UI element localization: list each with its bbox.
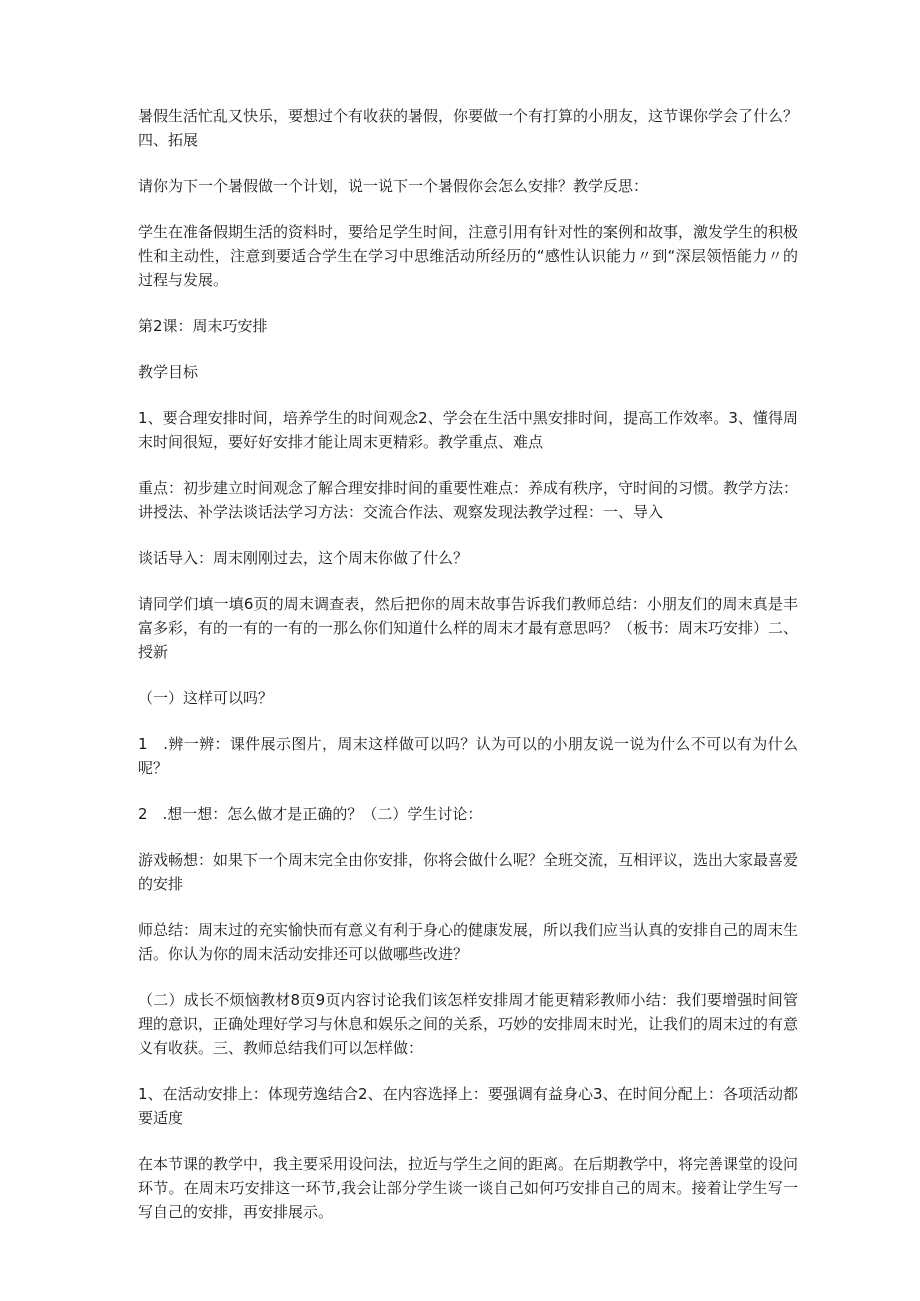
paragraph-objectives: 1、要合理安排时间，培养学生的时间观念2、学会在生活中黑安排时间，提高工作效率。3、懂得周末时间很短，要好好安排才能让周末更精彩。教学重点、难点 bbox=[138, 409, 798, 451]
subheading-is-this-ok: （一）这样可以吗？ bbox=[138, 689, 274, 707]
document-page bbox=[138, 104, 798, 1246]
paragraph-how-to-do: 1、在活动安排上：体现劳逸结合2、在内容选择上：要强调有益身心3、在时间分配上：各项活动都要适度 bbox=[138, 1085, 798, 1127]
paragraph-intro-talk: 谈话导入：周末刚刚过去，这个周末你做了什么？ bbox=[138, 549, 469, 567]
paragraph-growth-no-worry: （二）成长不烦恼教材8页9页内容讨论我们该怎样安排周才能更精彩教师小结：我们要增强时间管理的意识，正确处理好学习与休息和娱乐之间的关系，巧妙的安排周末时光，让我们的周末过的有意义有收获。三、教师总结我们可以怎样做： bbox=[138, 991, 799, 1057]
list-item-distinguish: 1 .辨一辨：课件展示图片，周末这样做可以吗？认为可以的小朋友说一说为什么不可以有为什么呢？ bbox=[138, 735, 798, 777]
section-heading-objectives: 教学目标 bbox=[138, 363, 199, 381]
paragraph-summer-summary: 暑假生活忙乱又快乐，要想过个有收获的暑假，你要做一个有打算的小朋友，这节课你学会了什么？四、拓展 bbox=[138, 107, 799, 149]
paragraph-teaching-reflection: 学生在准备假期生活的资料时，要给足学生时间，注意引用有针对性的案例和故事，激发学生的积极性和主动性，注意到要适合学生在学习中思维活动所经历的“感性认识能力〃到“深层领悟能力〃的过程与发展。 bbox=[138, 223, 799, 289]
paragraph-game-imagine: 游戏畅想：如果下一个周末完全由你安排，你将会做什么呢？全班交流，互相评议，选出大家最喜爱的安排 bbox=[138, 851, 799, 893]
lesson-title: 第2课：周末巧安排 bbox=[138, 317, 268, 335]
paragraph-survey: 请同学们填一填6页的周末调查表，然后把你的周末故事告诉我们教师总结：小朋友们的周末真是丰富多彩，有的一有的一有的一那么你们知道什么样的周末才最有意思吗？（板书：周末巧安排）二、授新 bbox=[138, 595, 799, 661]
list-item-think: 2 .想一想：怎么做才是正确的？（二）学生讨论： bbox=[138, 805, 483, 823]
paragraph-extension-task: 请你为下一个暑假做一个计划，说一说下一个暑假你会怎么安排？教学反思： bbox=[138, 177, 649, 195]
paragraph-key-points: 重点：初步建立时间观念了解合理安排时间的重要性难点：养成有秩序，守时间的习惯。教学方法：讲授法、补学法谈话法学习方法：交流合作法、观察发现法教学过程：一、导入 bbox=[138, 479, 799, 521]
paragraph-teacher-summary: 师总结：周末过的充实愉快而有意义有利于身心的健康发展，所以我们应当认真的安排自己的周末生活。你认为你的周末活动安排还可以做哪些改进？ bbox=[138, 921, 799, 963]
paragraph-reflection-method: 在本节课的教学中，我主要采用设问法，拉近与学生之间的距离。在后期教学中，将完善课堂的设问环节。在周末巧安排这一环节,我会让部分学生谈一谈自己如何巧安排自己的周末。接着让学生写一写自己的安排，再安排展示。 bbox=[138, 1155, 799, 1221]
